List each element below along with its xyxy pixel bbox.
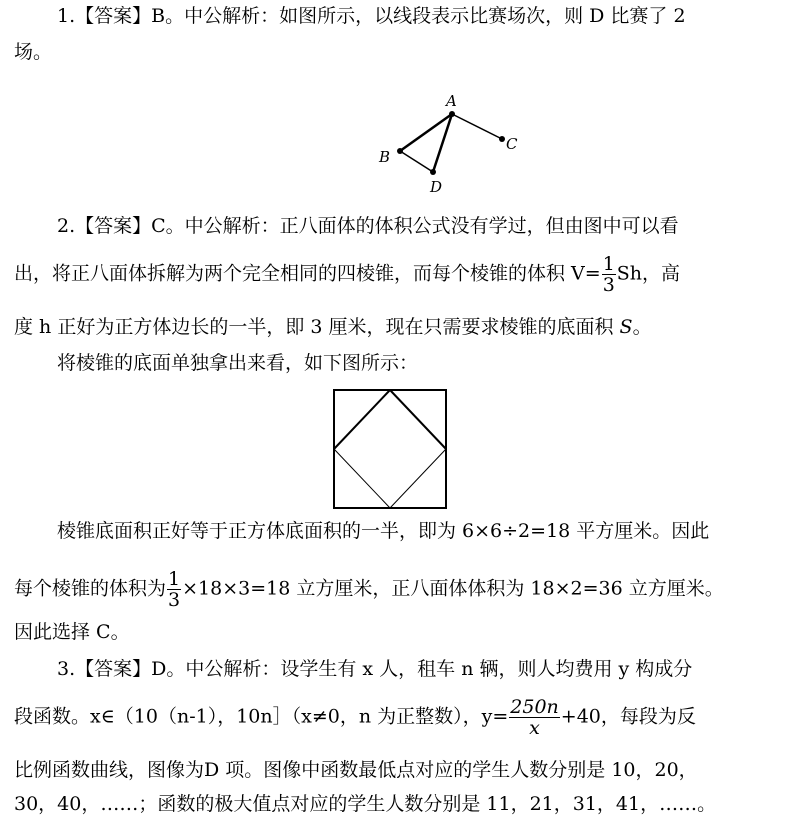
q2-line-2-text-a: 出，将正八面体拆解为两个完全相同的四棱锥，而每个棱锥的体积 V=	[14, 262, 601, 285]
q2-line-6-text-b: ×18×3=18 立方厘米，正八面体体积为 18×2=36 立方厘米。	[182, 577, 724, 600]
graph-label-a: A	[446, 92, 457, 110]
one-third-fraction	[167, 569, 181, 610]
fraction-numerator: 1	[602, 253, 615, 275]
fraction-denominator: 3	[602, 274, 615, 296]
fraction-numerator: 1	[168, 568, 181, 590]
q2-line-2	[14, 254, 680, 295]
q1-line-1: 1.【答案】B。中公解析：如图所示，以线段表示比赛场次，则 D 比赛了 2	[57, 5, 686, 27]
q2-line-7: 因此选择 C。	[14, 621, 130, 643]
q2-line-6-text-a: 每个棱锥的体积为	[14, 577, 167, 600]
q3-line-2	[14, 697, 696, 738]
q3-line-2-text-b: +40，每段为反	[560, 705, 696, 728]
area-symbol-s: S	[619, 316, 633, 338]
q3-line-3: 比例函数曲线，图像为D 项。图像中函数最低点对应的学生人数分别是 10，20，	[14, 759, 698, 781]
q2-line-3-text-a: 度 h 正好为正方体边长的一半，即 3 厘米，现在只需要求棱锥的底面积	[14, 316, 620, 338]
q3-line-2-text-a: 段函数。x∈（10（n-1），10n］（x≠0，n 为正整数），y=	[14, 705, 509, 728]
q2-line-4: 将棱锥的底面单独拿出来看，如下图所示：	[57, 352, 419, 374]
pyramid-base-figure	[0, 384, 788, 514]
one-third-fraction	[602, 254, 616, 295]
q2-line-3	[14, 315, 652, 339]
q2-line-5: 棱锥底面积正好等于正方体底面积的一半，即为 6×6÷2=18 平方厘米。因此	[57, 520, 710, 542]
fraction-denominator: x	[529, 717, 540, 739]
match-graph-figure	[0, 88, 788, 198]
graph-label-b: B	[379, 148, 391, 166]
q2-line-1: 2.【答案】C。中公解析：正八面体的体积公式没有学过，但由图中可以看	[57, 215, 679, 237]
q3-line-4: 30，40，……；函数的极大值点对应的学生人数分别是 11，21，31，41，……。	[14, 793, 717, 815]
fraction-numerator: 250n	[510, 696, 559, 718]
q2-line-3-text-b: 。	[632, 316, 652, 338]
q2-line-6	[14, 569, 724, 610]
q3-line-1: 3.【答案】D。中公解析：设学生有 x 人，租车 n 辆，则人均费用 y 构成分	[57, 658, 693, 680]
graph-label-d: D	[430, 178, 443, 196]
q1-line-2: 场。	[14, 41, 53, 63]
q2-line-2-text-b: Sh，高	[616, 262, 681, 285]
function-fraction	[509, 697, 560, 738]
graph-label-c: C	[506, 135, 518, 153]
fraction-denominator: 3	[168, 589, 181, 611]
